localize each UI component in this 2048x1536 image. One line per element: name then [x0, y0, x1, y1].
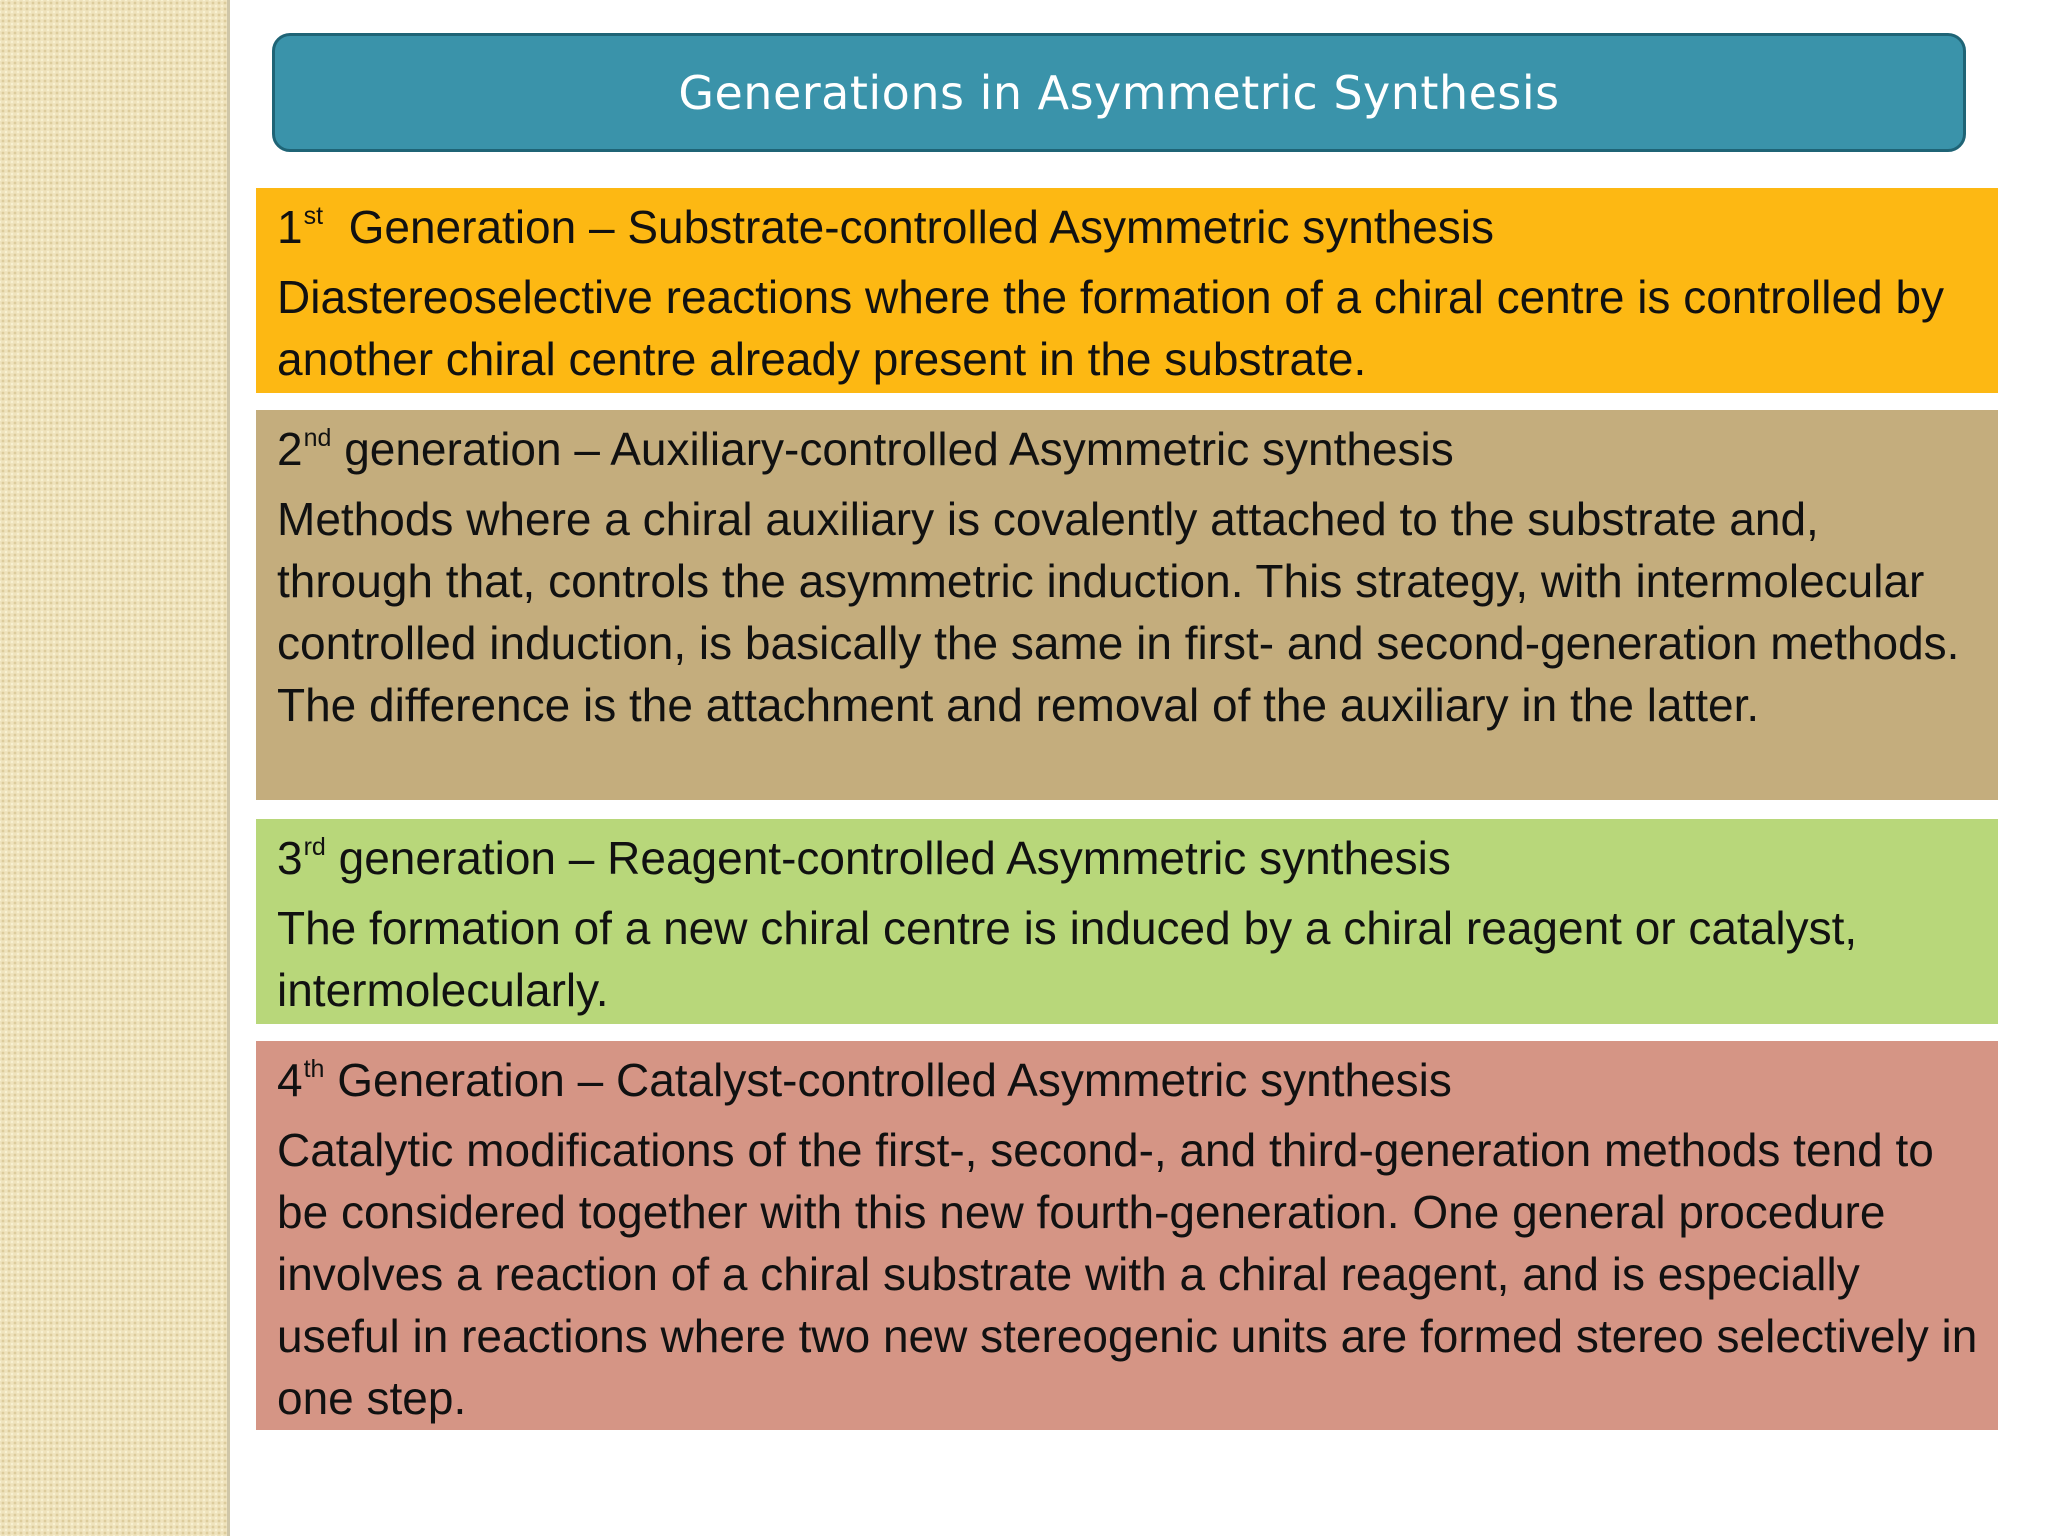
generation-ordinal-suffix: th [303, 1055, 325, 1083]
generation-description: The formation of a new chiral centre is induced by a chiral reagent or catalyst, intermolecularly. [277, 902, 1858, 1016]
slide-title: Generations in Asymmetric Synthesis [678, 65, 1560, 120]
generation-heading-text: Generation – Catalyst-controlled Asymmetric synthesis [337, 1054, 1452, 1106]
side-strip-border [227, 0, 230, 1536]
generation-description: Diastereoselective reactions where the formation of a chiral centre is controlled by another chiral centre already present in the substrate. [277, 271, 1945, 385]
generation-box-2 [256, 410, 1998, 800]
generation-ordinal-suffix: nd [303, 424, 332, 452]
generation-heading [277, 1049, 1978, 1119]
generation-heading [277, 196, 1978, 266]
generation-box-1 [256, 188, 1998, 393]
generation-description: Catalytic modifications of the first-, second-, and third-generation methods tend to be considered together with this new fourth-generation. One general procedure involves a reaction of a chiral substrate with a chiral reagent, and is especially useful in reactions where two new stereogenic units are formed stereo selectively in one step. [277, 1124, 1978, 1424]
generation-heading-text: generation – Reagent-controlled Asymmetric synthesis [338, 832, 1451, 884]
generation-description: Methods where a chiral auxiliary is covalently attached to the substrate and, through that, controls the asymmetric induction. This strategy, with intermolecular controlled induction, is basically the same in first- and second-generation methods. The difference is the attachment and removal of the auxiliary in the latter. [277, 493, 1960, 731]
generation-ordinal-suffix: rd [303, 833, 326, 861]
generation-heading-text: generation – Auxiliary-controlled Asymmetric synthesis [344, 423, 1454, 475]
generation-number: 4 [277, 1054, 303, 1106]
generation-number: 1 [277, 201, 303, 253]
generation-ordinal-suffix: st [303, 202, 324, 230]
generation-box-4 [256, 1041, 1998, 1430]
generation-heading [277, 827, 1978, 897]
slide-title-bar [272, 33, 1966, 152]
generation-number: 3 [277, 832, 303, 884]
generation-number: 2 [277, 423, 303, 475]
generation-box-3 [256, 819, 1998, 1024]
generation-heading [277, 418, 1978, 488]
decorative-side-strip [0, 0, 227, 1536]
generation-heading-text: Generation – Substrate-controlled Asymmetric synthesis [348, 201, 1495, 253]
